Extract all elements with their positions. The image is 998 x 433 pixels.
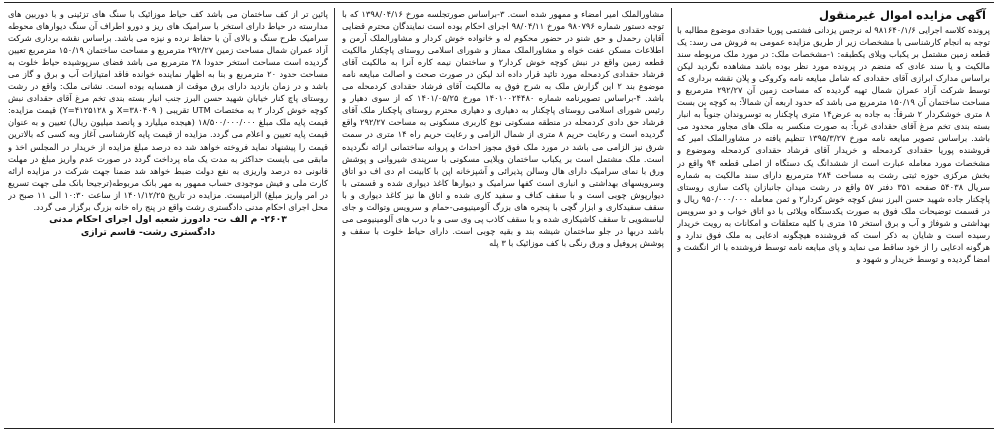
notice-text-column-1: پرونده کلاسه اجرایی ۹۸۱۶۴۰/۱/۶ له نرجس یزدانی فشتمی پوریا حقدادی موضوع مطالبه با توجه به انجام کارشناسی با مشخصات زیر از طریق مزایده عمومی به فروش می رسد: یک قطعه زمین مشتمل بر یکباب ویلای یکطبقه: ۱-مشخصات ملک: در مورد ملک مربوطه سند مالکیت و یا سند عادی که منضم در پرونده مورد نظر بوده باشد مشاهده نگردید لیکن براساس مدارک ابرازی آقای حقدادی که شامل مبایعه نامه وکروکی و پلان نقشه برداری که توسط شرکت آزاد عمران شمال تهیه گردیده که مساحت زمین آن ۲۹۲/۲۷ مترمربع و مساحت ساختمان آن ۱۵۰/۱۹ مترمربع می باشد که حدود اربعه آن شمالاً: به کوچه بن بست ۸ متری خوشکردار ۲ شرقاً: به جاده به عرض۱۴ متری پاچکنار به توسروندان جنوباً به انبار بسته بندی تخم مرغ آقای حقدادی غرباً: به صورت منکسر به ملک های مجاور محدود می باشد. براساس تصویر مبایعه نامه مورخ ۱۳۹۵/۳/۲۷ تنظیم یافته در مشاورالملک امیر که فروشنده پوریا حقدادی کردمحله و خریدار آقای فرشاد حقدادی کردمحله وموضوع و مشخصات مورد معامله عبارت است از ششدانگ یک دستگاه از اصلی قطعه ۹۴ واقع در بخش مرکزی حوزه ثبتی رشت به مساحت ۲۸۴ مترمربع دارای سند مالکیت به شماره سریال ۵۴۰۳۸ صفحه ۳۵۱ دفتر ۵۷ واقع در رشت میدان جانبازان پاکت سازی روستای پاچکنار جاده شهید حسن البرز نبش کوچه خوش کردار۲ و ثمن معامله ۹۵۰/۰۰۰/۰۰۰ ریال و در قسمت توضیحات ملک فوق به صورت یکدستگاه ویلائی با دو اتاق خواب و دو سرویس بهداشتی و شوفاژ و آب و برق استخر ۱۵ متری با کلیه متعلقات و امکانات به رویت خریدار رسیده است و شایان به ذکر است که فروشنده هیچگونه ادعایی به ملک فوق ندارد و هرگونه ادعایی را از خود ساقط می نماید و پای مبایعه نامه توسط فروشنده با اثر انگشت و امضا گردیده و توسط خریدار و شهود و (677, 25, 990, 264)
column-divider-right (671, 8, 672, 423)
column-divider-left (334, 8, 335, 423)
notice-text-column-3: پائین تر از کف ساختمان می باشد کف حیاط موزائیک با سنگ های تزئینی و با دوربین های مدارسته در حیاط دارای استخر با سرامیک های ریز و دورو اطراف آن سنگ دیوارهای محوطه سرامیک طرح سنگ و بالای آن با حفاظ نرده و نیزه می باشد. براساس نقشه برداری شرکت آزاد عمران شمال مساحت زمین ۲۹۲/۲۷ مترمربع و مساحت ساختمان ۱۵۰/۱۹ مترمربع تعیین گردیده است مساحت استخر حدودا ۲۸ مترمربع می باشد فضای سرپوشیده حیاط خلوت به مساحت حدود ۲۰ مترمربع و بنا به اظهار نماینده خوانده فاقد امتیازات آب و برق و گاز می باشد و در زمان بازدید دارای برق موقت از همسایه بوده است. نشانی ملک: واقع در رشت روستای پاچ کنار خیابان شهید حسن البرز جنب انبار بسته بندی تخم مرغ آقای حقدادی نبش کوچه خوش کردار ۲ به مختصات UTM تقریبی ( X=۳۸۰۴۰۹ و ۴۱۲۵۱۲۸=Y) قیمت مزایده: قیمت پایه ملک مبلغ ۱۸/۵۰۰/۰۰۰/۰۰۰ (هیجده میلیارد و پانصد میلیون ریال) تعیین و به عنوان قیمت پایه تعیین و اعلام می گردد. مزایده از قیمت پایه کارشناسی آغاز وبه کسی که بالاترین قیمت را پیشنهاد نماید فروخته خواهد شد ده درصد مبلغ مزایده از خریدار در المجلس اخذ و مابقی می بایست حداکثر به مدت یک ماه پرداخت گردد در صورت عدم واریز مبلغ در مهلت قانونی ده درصد واریزی به نفع دولت ضبط خواهد شد ضمنا جهت شرکت در مزایده ارائه کارت ملی و فیش موجودی حساب ممهور به مهر بانک مربوطه(ترجیحا بانک ملی جهت تسریع در امر واریز مبلغ) الزامیست. مزایده در تاریخ ۱۴۰۱/۱۲/۲۵ از ساعت ۱۰:۳۰ الی ۱۱ صبح در محل اجرای احکام مدنی دادگستری رشت واقع در پنج راه خانه بزرگ برگزار می گردد. (8, 9, 328, 212)
notice-column-right (677, 8, 990, 425)
notice-text-column-2: مشاورالملک امیر امضاء و ممهور شده است. ۳-براساس صورتجلسه مورخ ۱۳۹۸/۰۴/۱۶ که با توجه دستور شماره ۹۸۰۷۹۶ مورخ ۹۸/۰۴/۱۱ اجرای احکام بوده است نمایندگان محترم قضایی آقایان رحمدل و حق شنو در حضور محکوم له و خانواده خوش کردار و مشاورالملک آرمن و اطلاعات مسکن عفت خواه و مشاورالملک ممتاز و شورای اسلامی روستای پاچکنار مالکیت قطعه زمین واقع در نبش کوچه خوش کردار۲ و ساختمان نیمه کاره آنرا به مالکیت آقای فرشاد حقدادی کردمحله مورد تائید قرار داده اند لیکن در صورت صحت و اصالت مبایعه نامه موضوع بند ۲ این گزارش ملک به شرح فوق به مالکیت آقای فرشاد حقدادی کردمحله می باشد. ۴-براساس تصویرنامه شماره ۱۴۰۱۰۰۲۴۴۸۰ مورخ ۱۴۰۱/۰۵/۲۵ که از سوی دهیار و رئیس شورای اسلامی روستای پاچکنار به دهیاری و دهیاری محترم روستای پاچکنار ملک آقای فرشاد حق دادی کردمحله در منطقه مسکونی نوع کاربری مسکونی به مساحت ۲۹۲/۲۷ واقع گردیده است و رعایت حریم ۸ متری از شمال الزامی و رعایت حریم راه ۱۴ متری در سمت شرق نیز الزامی می باشد در مورد ملک فوق مجوز احداث و پروانه ساختمانی ارائه نگردیده است. ملک مشتمل است بر یکباب ساختمان ویلایی مسکونی با سرپندی شیروانی و پوشش ورق با نمای سرامیک دارای هال وسالن پذیرائی و آشپزخانه اپن با کابینت ام دی اف دو اتاق وسرویسهای بهداشتی و انباری است کفها سرامیک و دیوارها کاغذ دیواری شده و قسمتی با دیوارپوش چوبی است و با سقف کناف و سفید کاری شده و اتاق ها نیز کاغذ دیواری و با سقف سفیدکاری و ابزار گچی با پنجره های بزرگ آلومینیومی-حمام و سرویس وتوالت و جای لباسشویی تا سقف کاشیکاری شده و با سقف کاذب پی وی سی و با درب های آلومینیومی می باشد دربها در جلو ساختمان شیشه بند و بقیه چوبی است. دارای حیاط خلوت با سقف و پوشش پروفیل و ورق رنگی با کف موزائیک با ۳ پله (342, 9, 664, 248)
notice-column-left (8, 8, 328, 425)
signature-line-office: ۲۶۰۳- م الف ت- دادورز شعبه اول اجرای احکام مدنی (49, 213, 287, 225)
notice-column-middle (342, 8, 664, 425)
notice-title: آگهی مزایده اموال غیرمنقول (818, 8, 986, 22)
newspaper-notice (4, 2, 994, 429)
signature-line-name: دادگستری رشت- قاسم ترازی (80, 226, 216, 238)
